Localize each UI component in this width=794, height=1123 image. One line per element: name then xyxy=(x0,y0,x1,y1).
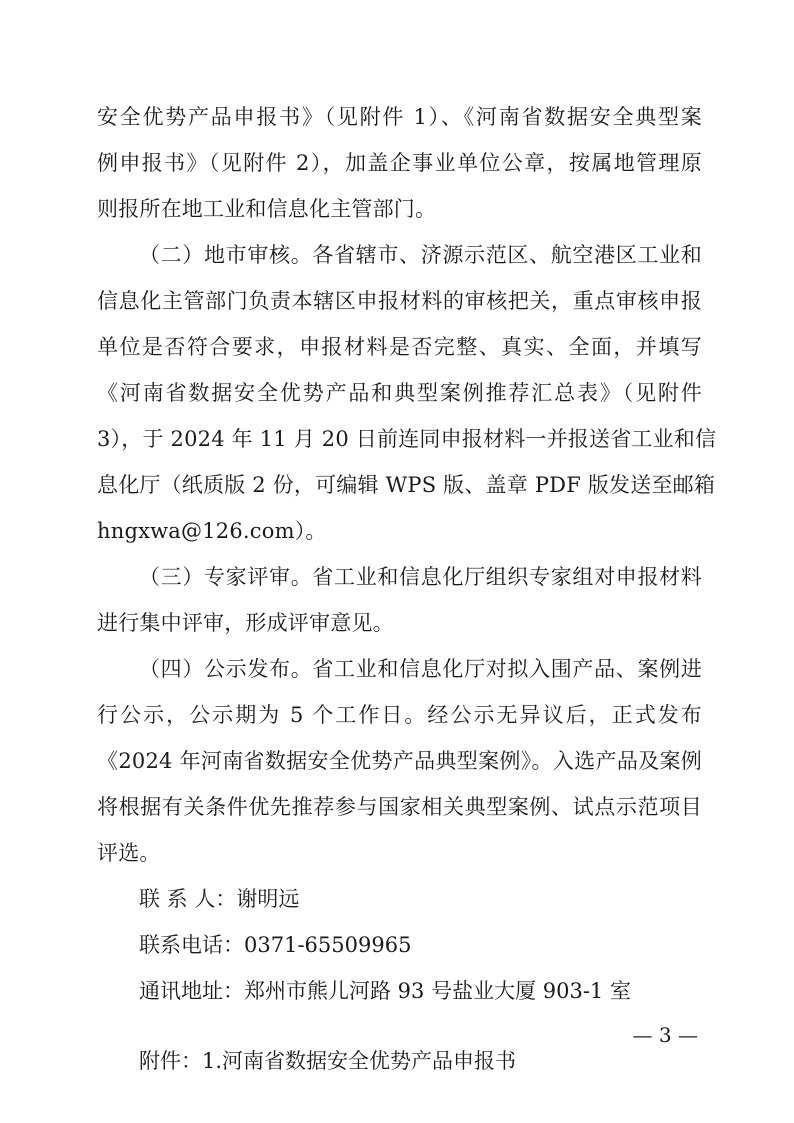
paragraph-line: （四）公示发布。省工业和信息化厅对拟入围产品、案例进 xyxy=(139,657,702,681)
contact-person: 联 系 人：谢明远 xyxy=(139,887,300,911)
paragraph-line: 评选。 xyxy=(97,841,161,865)
paragraph-line: 则报所在地工业和信息化主管部门。 xyxy=(97,197,437,221)
paragraph-line: 单位是否符合要求，申报材料是否完整、真实、全面，并填写 xyxy=(97,335,702,359)
paragraph-line: 例申报书》（见附件 2），加盖企事业单位公章，按属地管理原 xyxy=(97,151,702,175)
page-number: — 3 — xyxy=(632,1023,698,1047)
paragraph-line: （三）专家评审。省工业和信息化厅组织专家组对申报材料 xyxy=(139,565,702,589)
paragraph-line: 3），于 2024 年 11 月 20 日前连同申报材料一并报送省工业和信 xyxy=(97,427,717,451)
paragraph-line: 《河南省数据安全优势产品和典型案例推荐汇总表》（见附件 xyxy=(97,381,702,405)
paragraph-line: 将根据有关条件优先推荐参与国家相关典型案例、试点示范项目 xyxy=(97,795,702,819)
paragraph-line: 行公示，公示期为 5 个工作日。经公示无异议后，正式发布 xyxy=(97,703,702,727)
contact-phone: 联系电话：0371-65509965 xyxy=(139,933,412,957)
paragraph-line: 息化厅（纸质版 2 份，可编辑 WPS 版、盖章 PDF 版发送至邮箱 xyxy=(97,473,716,497)
paragraph-line: 安全优势产品申报书》（见附件 1）、《河南省数据安全典型案 xyxy=(97,105,702,129)
paragraph-line: 信息化主管部门负责本辖区申报材料的审核把关，重点审核申报 xyxy=(97,289,702,313)
paragraph-line: 进行集中评审，形成评审意见。 xyxy=(97,611,394,635)
paragraph-line: （二）地市审核。各省辖市、济源示范区、航空港区工业和 xyxy=(139,243,702,267)
attachment-line: 附件：1.河南省数据安全优势产品申报书 xyxy=(139,1049,517,1073)
paragraph-line: hngxwa@126.com）。 xyxy=(97,519,327,543)
contact-address: 通讯地址：郑州市熊儿河路 93 号盐业大厦 903-1 室 xyxy=(139,979,631,1003)
paragraph-line: 《2024 年河南省数据安全优势产品典型案例》。入选产品及案例 xyxy=(97,749,702,773)
